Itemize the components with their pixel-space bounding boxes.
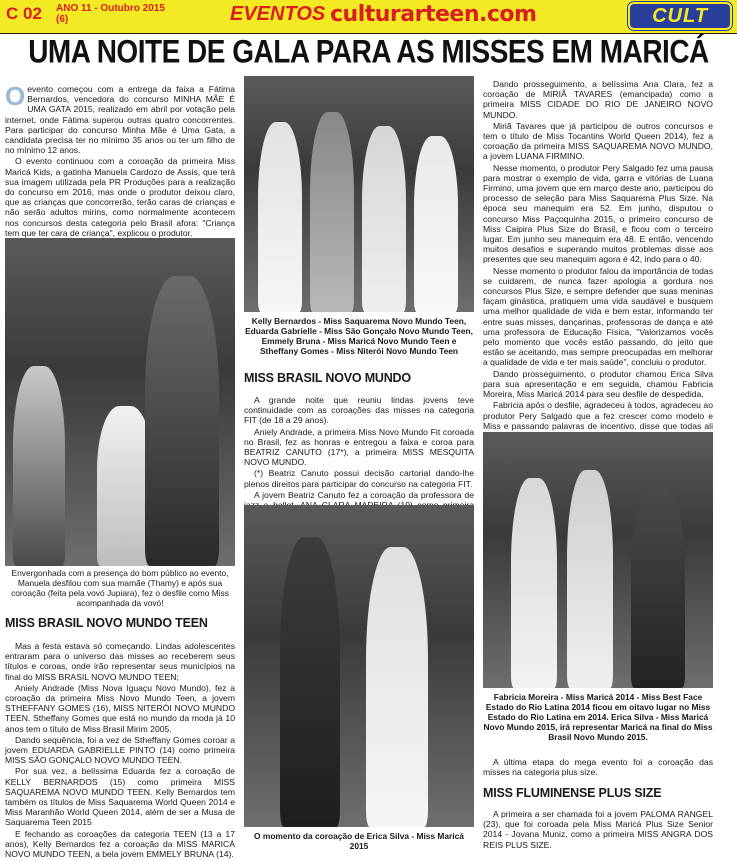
column-2-text (244, 395, 474, 521)
photo-caption-fabricia: Fabricia Moreira - Miss Maricá 2014 - Miss Best Face Estado do Rio Latina 2014 ficou em oitavo lugar no Miss Estado do Rio Latina em 2014. Erica Silva - Miss Maricá Novo Mundo 2015, irá representar Maricá na final do Miss Brasil Novo Mundo 2015. (483, 692, 713, 742)
figure-grandmother (13, 366, 65, 566)
subhead-plus-size: MISS FLUMINENSE PLUS SIZE (483, 786, 662, 800)
photo-caption-kids: Envergonhada com a presença do bom público ao evento, Manuela desfilou com sua mamãe (Thamy) e após sua coroação (feita pela vovó Jupiara), fez o desfile como Miss acompanhada da vovó! (11, 568, 229, 608)
article-paragraph: Nesse momento, o produtor Pery Salgado fez uma pausa para mostrar o exemplo de vida, garra e vitórias de Luana Firmino, uma jovem que em março deste ano, participou do processo de seleção para Miss Saquarema Plus Size. Na época seu manequim era 52. Em junho, disputou o concurso Miss Paçoquinha 2015, o primeiro concurso de Miss Caipira Plus Size do Brasil, e ficou com o terceiro lugar. Em junho seu manequim era 48. E então, vencendo muitos desafios e superando muitos problemas disse aos presentes que seu manequim agora é 42, indo para o 40. (483, 162, 713, 265)
photo-miss-kids (5, 238, 235, 566)
article-paragraph: E fechando as coroações da categoria TEEN (13 a 17 anos), Kelly Bernardos fez a coroação da MISS MARICÁ NOVO MUNDO TEEN, a bela jovem EMMELY BRUNA (14). (5, 828, 235, 860)
column-1-teen (5, 641, 235, 860)
issue-date: - Outubro 2015 (94, 3, 165, 14)
figure-miss (414, 136, 458, 312)
figure-erica (567, 470, 613, 688)
page-number: C 02 (6, 4, 42, 23)
issue-year: ANO 11 (56, 3, 92, 14)
article-paragraph: Aniely Andrade, a primeira Miss Novo Mundo Fit coroada no Brasil, fez as honras e entregou a faixa e coroa para BEATRIZ CANUTO (17*), a primeira MISS MESQUITA NOVO MUNDO. (244, 426, 474, 468)
photo-teen-misses (244, 76, 474, 312)
photo-fabricia-erica (483, 432, 713, 688)
column-1-intro (5, 81, 235, 239)
article-paragraph: Dando prosseguimento, a belíssima Ana Clara, fez a coroação de MIRIÃ TAVARES (emancipada) como a primeira MISS CIDADE DO RIO DE JANEIRO NOVO MUNDO. (483, 79, 713, 120)
figure-miss (362, 126, 406, 312)
article-paragraph: O evento continuou com a coroação da primeira Miss Maricá Kids, a gatinha Manuela Cardozo de Assis, que terá sua imagem utilizada pela PR Produções para a realização do concurso em 2016, mas onde o produtor deixou claro, que as crianças que concorrerão, terão caras de crianças e não serão adultos mirins, como normalmente acontecem nos concursos desta categoria pelo Brasil afora: "Criança tem que ter cara de criança", explicou o produtor. (5, 156, 235, 238)
article-paragraph: Miriã Tavares que já participou de outros concursos e tem o título de Miss Tocantins World Queen 2014), fez a coroação da primeira MISS SAQUAREMA NOVO MUNDO, a jovem LUANA FIRMINO. (483, 120, 713, 162)
drop-cap: O (5, 81, 26, 111)
article-paragraph: (*) Beatriz Canuto possui decisão cartorial dando-lhe plenos direitos para participar do concurso na categoria FIT. (244, 468, 474, 489)
issue-info (56, 3, 165, 25)
site-url: culturarteen.com (330, 2, 537, 27)
article-paragraph: Fabricia após o desfile, agradeceu à todos, agradeceu ao produtor Pery Salgado que a fez crescer como modelo e Miss e passando palavras de incentivo, disse que todas ali (483, 400, 713, 431)
page-header (0, 0, 737, 34)
figure-crowning-miss (280, 537, 340, 827)
column-3-final (483, 757, 713, 778)
figure-producer (631, 488, 685, 688)
figure-miss (310, 112, 354, 312)
figure-crowned-miss (366, 547, 428, 827)
cult-logo: CULT (628, 2, 732, 30)
figure-miss (258, 122, 302, 312)
article-paragraph: O evento começou com a entrega da faixa a Fátima Bernardos, vencedora do concurso MINHA MÃE É UMA GATA 2015, realizado em abril por votação pela internet, onde Fátima superou outras quatro concorrentes. Para participar do concurso Minha Mãe é Uma Gata, a candidata precisa ter no mínimo 35 anos ou ter um filho de no mínimo 12 anos. (5, 81, 235, 156)
photo-crowning (244, 505, 474, 827)
article-paragraph: A primeira a ser chamada foi a jovem PALOMA RANGEL (23), que foi coroada pela Miss Maricá Plus Size Senior 2014 - Jovana Muniz, como a primeira MISS ANGRA DOS REIS PLUS SIZE. (483, 809, 713, 850)
article-paragraph: Nesse momento o produtor falou da importância de todas se cuidarem, de nunca fazer apologia a gordura nos concursos Plus Size, e sempre defender que suas meninas façam ginástica, pratiquem uma vida saudável e busquem uma melhor qualidade de vida e bem estar, informando ter entre suas misses, dançarinas, professoras de dança e até uma professora de Educação Física, "Valorizamos vocês pelo momento que vocês estão passando, do jeito que estão se aceitando, mas sempre preocupadas em melhorar a qualidade de vida e ter mais saúde", concluiu o produtor. (483, 265, 713, 368)
page-headline: UMA NOITE DE GALA PARA AS MISSES EM MARICÁ (28, 33, 709, 70)
article-paragraph: Por sua vez, a belíssima Eduarda fez a coroação de KELLY BERNARDOS (15) como primeira MISS SAQUAREMA NOVO MUNDO TEEN. Kelly Bernardos tem também os títulos de Miss Saquarema World Queen 2014 e Miss Maranhão World Queen 2014, além de ser a Musa de Saquarema Teen 2015 (5, 766, 235, 828)
article-paragraph: Dando sequência, foi a vez de Stheffany Gomes coroar a jovem EDUARDA GABRIELLE PINTO (14) como primeira MISS SÃO GONÇALO NOVO MUNDO TEEN. (5, 734, 235, 766)
column-3-plus-size (483, 809, 713, 851)
figure-mother (145, 276, 219, 566)
issue-edition: (6) (56, 14, 69, 25)
subhead-novo-mundo: MISS BRASIL NOVO MUNDO (244, 371, 411, 385)
article-paragraph: Dando prosseguimento, o produtor chamou Erica Silva para sua apresentação e em seguida, chamou Fabricia Moreira, Miss Maricá 2014 para seu desfile de despedida. (483, 368, 713, 400)
article-paragraph: Aniely Andrade (Miss Nova Iguaçu Novo Mundo), fez a coroação da primeira Miss Novo Mundo Teen, a jovem STHEFFANY GOMES (16), MISS NITERÓI NOVO MUNDO TEEN. Stheffany Gomes que está no mundo da moda já 10 anos tem o título de Miss Brasil Mirim 2005. (5, 682, 235, 734)
photo-caption-teen: Kelly Bernardos - Miss Saquarema Novo Mundo Teen, Eduarda Gabrielle - Miss São Gonçalo Novo Mundo Teen, Emmely Bruna - Miss Maricá Novo Mundo Teen e Stheffany Gomes - Miss Niterói Novo Mundo Teen (245, 316, 473, 356)
column-3-text (483, 79, 713, 484)
article-paragraph: A última etapa do mega evento foi a coroação das misses na categoria plus size. (483, 757, 713, 778)
article-paragraph: A jovem Beatriz Canuto fez a coroação da professora de (254, 489, 474, 500)
subhead-teen: MISS BRASIL NOVO MUNDO TEEN (5, 616, 208, 630)
section-title: EVENTOS (230, 3, 326, 25)
photo-caption-crowning: O momento da coroação de Erica Silva - Miss Maricá 2015 (254, 831, 464, 851)
article-paragraph: Mas a festa estava só começando. Lindas adolescentes entraram para o universo das misses ao receberem seus títulos e coroas, onde irão representar seus municípios na final do MISS BRASIL NOVO MUNDO TEEN; (5, 641, 235, 682)
article-paragraph: A grande noite que reuniu lindas jovens teve continuidade com as coroações das misses na categoria FIT (de 18 a 29 anos). (244, 395, 474, 426)
figure-fabricia (511, 478, 557, 688)
